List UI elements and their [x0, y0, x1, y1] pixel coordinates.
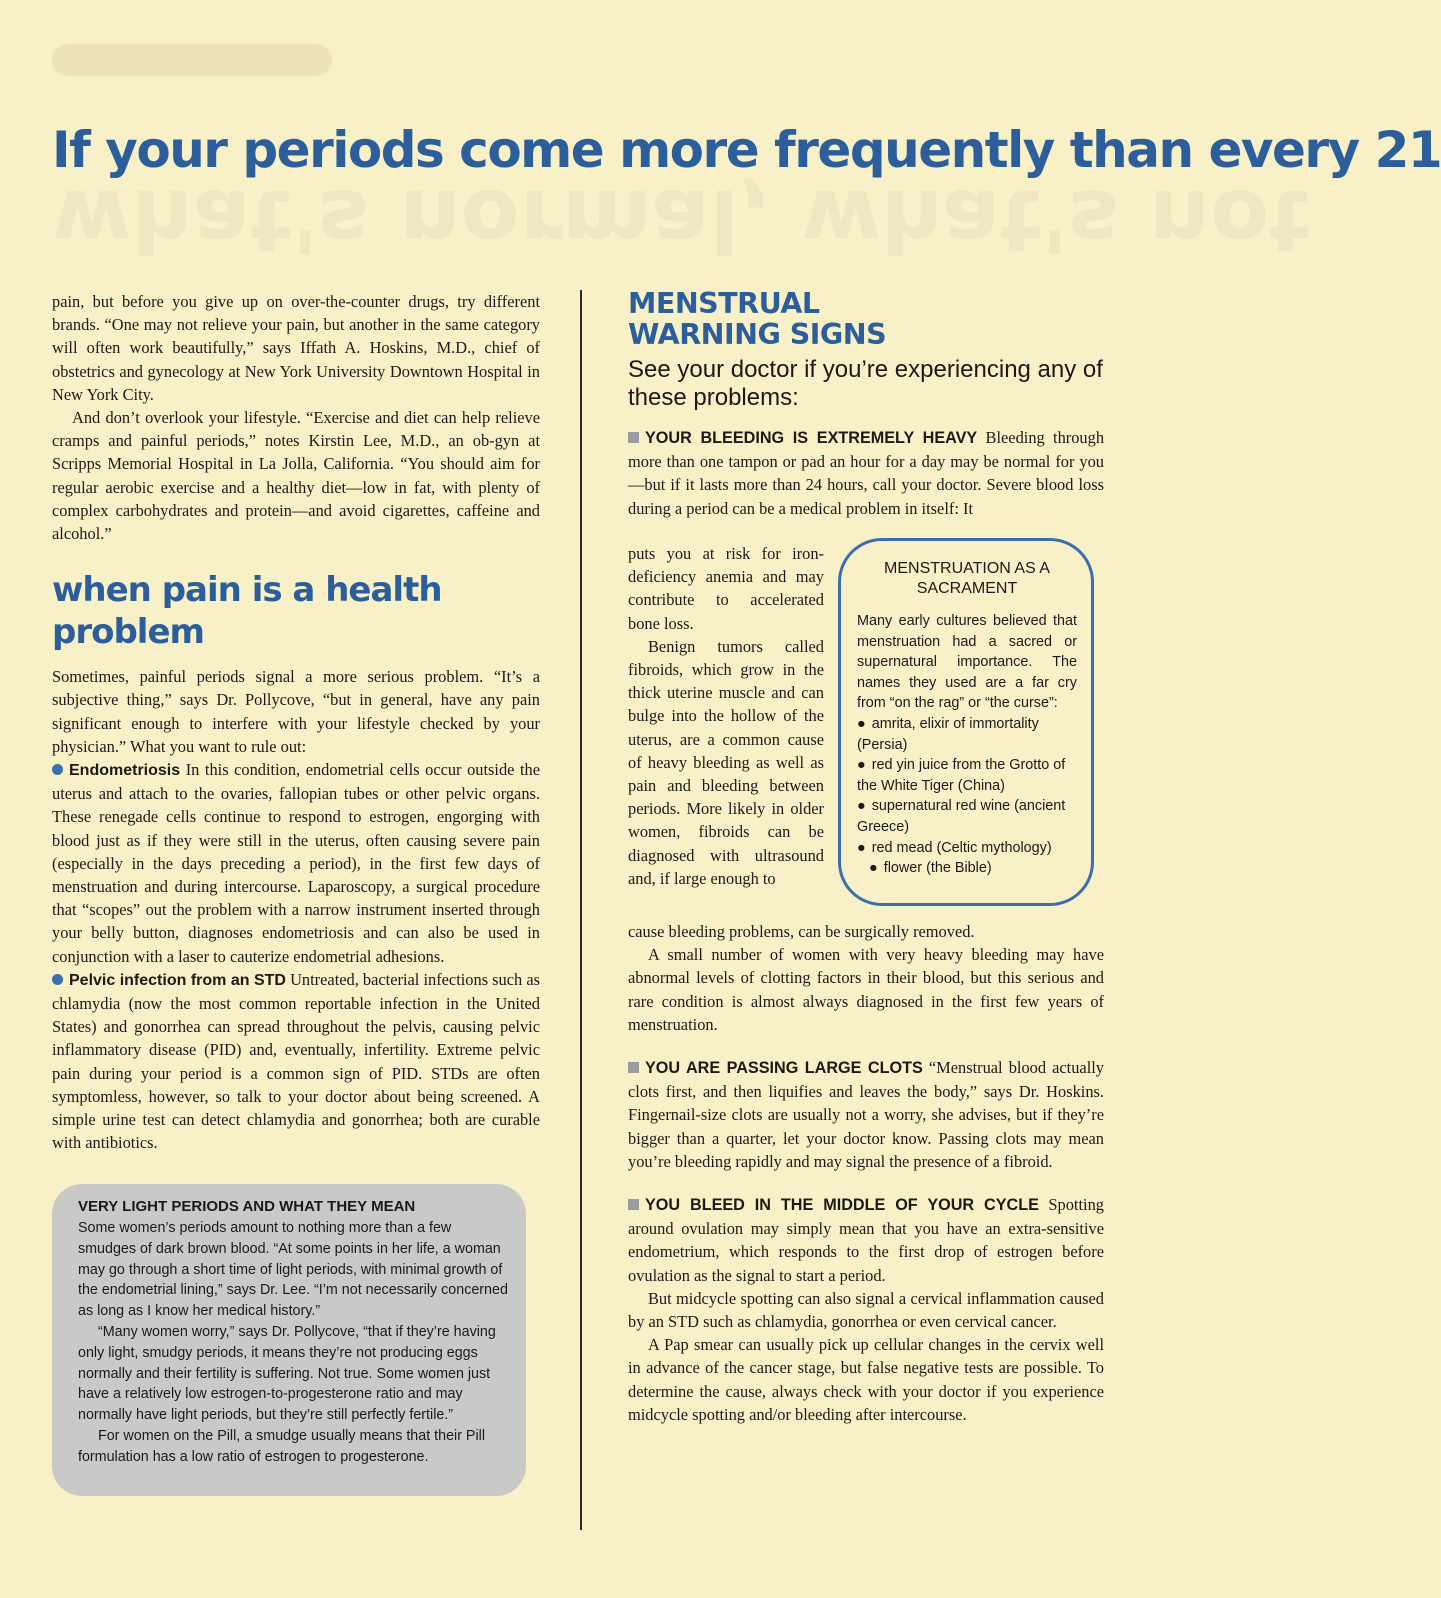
list-item: ● supernatural red wine (ancient Greece): [857, 796, 1077, 837]
sacrament-title: MENSTRUATION AS A SACRAMENT: [884, 560, 1050, 597]
pain-paragraph: Sometimes, painful periods signal a more serious problem. “It’s a subjective thing,” says Dr. Pollycove, “but in general, have any pain significant enough to interfere with your lifestyle checked by your physician.” What you want to rule out:: [52, 667, 540, 756]
std-text: Untreated, bacterial infections such as chlamydia (now the most common reportable infection in the United States) and gonorrhea can spread throughout the pelvis, causing pelvic inflammatory disease (PID) and, eventually, infertility. Extreme pelvic pain during your period is a common sign of PID. STDs are often symptomless, however, so talk to your doctor about being screened. A simple urine test can detect chlamydia and gonorrhea; both are curable with antibiotics.: [52, 969, 540, 1153]
std-paragraph: [52, 968, 540, 1155]
headline-mirror: what's normal, what's not: [52, 170, 1311, 270]
list-item: ● amrita, elixir of immortality (Persia): [857, 714, 1077, 755]
warning-subtitle: See your doctor if you’re experiencing any of these problems:: [628, 356, 1103, 411]
lifestyle-paragraph: And don’t overlook your lifestyle. “Exercise and diet can help relieve cramps and painful periods,” notes Kirstin Lee, M.D., an ob-gyn at Scripps Memorial Hospital in La Jolla, California. “You should aim for regular aerobic exercise and a healthy diet—low in fat, with plenty of complex carbohydrates and protein—and avoid cigarettes, caffeine and alcohol.”: [52, 408, 540, 544]
section-heading: when pain is a health problem: [52, 570, 442, 653]
midcycle-heading: YOU BLEED IN THE MIDDLE OF YOUR CYCLE: [645, 1196, 1039, 1215]
heavy-bleeding-heading: YOUR BLEEDING IS EXTREMELY HEAVY: [645, 429, 978, 447]
surgery-text: cause bleeding problems, can be surgically removed.: [628, 922, 975, 941]
clotting-factors-paragraph: A small number of women with very heavy bleeding may have abnormal levels of clotting factors in their blood, but this serious and rare condition is almost always diagnosed in the first few years of menstruation.: [628, 945, 1104, 1034]
pap-smear-paragraph: A Pap smear can usually pick up cellular changes in the cervix well in advance of the cancer stage, but false negative tests are possible. To determine the cause, always check with your doctor if you experience midcycle spotting and/or bleeding after intercourse.: [628, 1335, 1104, 1424]
clots-paragraph: [628, 1056, 1104, 1173]
square-bullet-icon: [628, 1062, 639, 1073]
clots-heading: YOU ARE PASSING LARGE CLOTS: [645, 1059, 923, 1078]
column-divider: [580, 290, 582, 1530]
left-column: [52, 290, 540, 1155]
list-item: ● flower (the Bible): [857, 858, 1077, 879]
endometriosis-text: In this condition, endometrial cells occur outside the uterus and attach to the ovaries, fallopian tubes or other pelvic organs. These renegade cells continue to respond to estrogen, engorging with blood just as if they were still in the uterus, often causing severe pain (especially in the days preceding a period), in the first few days of menstruation and during intercourse. Laparoscopy, a surgical procedure that “scopes” out the problem with a narrow instrument inserted through your belly button, diagnoses endometriosis and can also be used in conjunction with a laser to cauterize endometrial adhesions.: [52, 760, 540, 966]
light-periods-p1: Some women’s periods amount to nothing more than a few smudges of dark brown blood. “At some points in her life, a woman may go through a short time of light periods, with minimal growth of the endometrial lining,” says Dr. Lee. “I’m not necessarily concerned as long as I know her medical history.”: [78, 1220, 508, 1320]
sacrament-box: [838, 538, 1094, 906]
list-item: ● red mead (Celtic mythology): [857, 838, 1077, 859]
heavy-bleeding-continued: puts you at risk for iron-deficiency anemia and may contribute to accelerated bone loss.: [628, 544, 824, 633]
section-tab: [52, 44, 332, 76]
endometriosis-lead: Endometriosis: [69, 762, 181, 780]
headline: If your periods come more frequently than every 21: [52, 121, 1441, 179]
list-item: ● red yin juice from the Grotto of the White Tiger (China): [857, 755, 1077, 796]
light-periods-p3: For women on the Pill, a smudge usually means that their Pill formulation has a low ratio of estrogen to progesterone.: [78, 1427, 485, 1465]
heavy-bleeding-text: Bleeding through more than one tampon or pad an hour for a day may be normal for you—but if it lasts more than 24 hours, call your doctor. Severe blood loss during a period can be a medical problem in itself: It: [628, 428, 1105, 518]
light-periods-p2: “Many women worry,” says Dr. Pollycove, “that if they’re having only light, smudgy periods, it means they’re not producing eggs normally and their fertility is suffering. Not true. Some women just have a relatively low estrogen-to-progesterone ratio and may normally have light periods, but they’re still perfectly fertile.”: [78, 1323, 496, 1424]
heavy-bleeding-paragraph: [628, 426, 1104, 520]
fibroids-paragraph: Benign tumors called fibroids, which grow in the thick uterine muscle and can bulge into the hollow of the uterus, are a common cause of heavy bleeding as well as pain and bleeding between periods. More likely in older women, fibroids can be diagnosed with ultrasound and, if large enough to: [628, 636, 824, 888]
right-column: [628, 288, 1104, 412]
heavy-bleeding-end: [628, 920, 1104, 1426]
light-periods-title: VERY LIGHT PERIODS AND WHAT THEY MEAN: [78, 1198, 416, 1215]
midcycle-text: Spotting around ovulation may simply mean that you have an extra-sensitive endometrium, which responds to the first drop of estrogen before ovulation as the signal to start a period.: [628, 1195, 1104, 1285]
endometriosis-paragraph: [52, 758, 540, 968]
warning-title: MENSTRUAL WARNING SIGNS: [628, 287, 887, 351]
inflammation-paragraph: But midcycle spotting can also signal a cervical inflammation caused by an STD such as chlamydia, gonorrhea or even cervical cancer.: [628, 1288, 1104, 1332]
square-bullet-icon: [628, 432, 639, 443]
sacrament-list: [857, 714, 1077, 879]
heavy-bleeding-narrow: [628, 542, 824, 890]
clots-text: “Menstrual blood actually clots first, and then liquifies and leaves the body,” says Dr. Hoskins. Fingernail-size clots are usually not a worry, she advises, but if they’re bigger than a quarter, let your doctor know. Passing clots may mean you’re bleeding rapidly and may signal the presence of a fibroid.: [628, 1058, 1104, 1171]
sacrament-intro: Many early cultures believed that menstruation had a sacred or supernatural importance. The names they used are a far cry from “on the rag” or “the curse”:: [857, 613, 1077, 712]
bullet-icon: [52, 974, 63, 985]
bullet-icon: [52, 764, 63, 775]
light-periods-box: [52, 1184, 526, 1496]
midcycle-paragraph: [628, 1193, 1104, 1287]
intro-paragraph: pain, but before you give up on over-the-counter drugs, try different brands. “One may not relieve your pain, but another in the same category will often work beautifully,” says Iffath A. Hoskins, M.D., chief of obstetrics and gynecology at New York University Downtown Hospital in New York City.: [52, 292, 540, 404]
std-lead: Pelvic infection from an STD: [69, 971, 286, 989]
heavy-bleeding-section: [628, 426, 1104, 520]
square-bullet-icon: [628, 1199, 639, 1210]
